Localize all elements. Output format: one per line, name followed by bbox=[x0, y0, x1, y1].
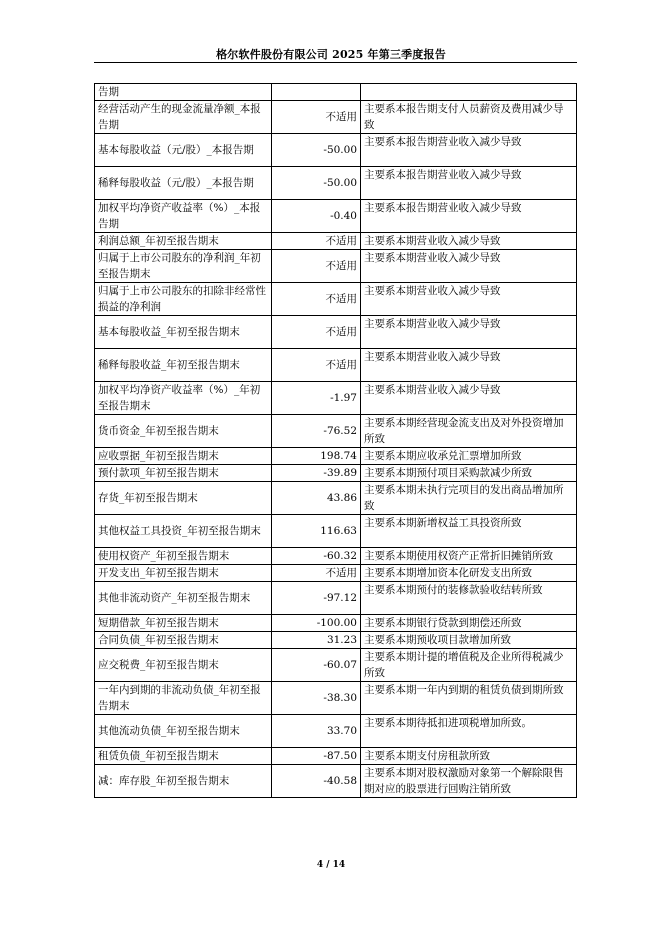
row-change-ratio: -100.00 bbox=[272, 615, 361, 632]
table-row bbox=[95, 349, 577, 382]
row-change-reason: 主要系本期预付的装修款验收结转所致 bbox=[361, 582, 577, 615]
row-change-reason: 主要系本报告期营业收入减少导致 bbox=[361, 134, 577, 167]
row-change-reason: 主要系本期营业收入减少导致 bbox=[361, 349, 577, 382]
row-item-name: 利润总额_年初至报告期末 bbox=[95, 233, 272, 250]
table-row bbox=[95, 465, 577, 482]
row-item-name: 货币资金_年初至报告期末 bbox=[95, 415, 272, 448]
row-change-ratio: 31.23 bbox=[272, 632, 361, 649]
table-row bbox=[95, 448, 577, 465]
row-change-ratio: -97.12 bbox=[272, 582, 361, 615]
row-item-name: 归属于上市公司股东的扣除非经常性损益的净利润 bbox=[95, 283, 272, 316]
row-change-ratio: -39.89 bbox=[272, 465, 361, 482]
row-change-reason: 主要系本期使用权资产正常折旧摊销所致 bbox=[361, 548, 577, 565]
table-row bbox=[95, 250, 577, 283]
table-row bbox=[95, 682, 577, 715]
table-row bbox=[95, 515, 577, 548]
row-change-ratio: -76.52 bbox=[272, 415, 361, 448]
header-divider bbox=[94, 62, 577, 63]
row-change-ratio: -50.00 bbox=[272, 134, 361, 167]
row-change-reason: 主要系本期营业收入减少导致 bbox=[361, 382, 577, 415]
table-row bbox=[95, 84, 577, 101]
row-change-reason: 主要系本报告期营业收入减少导致 bbox=[361, 200, 577, 233]
row-change-ratio: -38.30 bbox=[272, 682, 361, 715]
table-row bbox=[95, 167, 577, 200]
row-item-name: 告期 bbox=[95, 84, 272, 101]
row-change-ratio: -1.97 bbox=[272, 382, 361, 415]
row-change-ratio: 不适用 bbox=[272, 250, 361, 283]
row-change-ratio: 198.74 bbox=[272, 448, 361, 465]
row-item-name: 其他权益工具投资_年初至报告期末 bbox=[95, 515, 272, 548]
row-change-ratio: 不适用 bbox=[272, 316, 361, 349]
row-change-ratio: -87.50 bbox=[272, 748, 361, 765]
table-row bbox=[95, 233, 577, 250]
row-change-reason: 主要系本报告期支付人员薪资及费用减少导致 bbox=[361, 101, 577, 134]
table-row bbox=[95, 649, 577, 682]
row-change-ratio: -50.00 bbox=[272, 167, 361, 200]
page-number: 4 / 14 bbox=[316, 860, 346, 870]
row-change-reason: 主要系本期增加资本化研发支出所致 bbox=[361, 565, 577, 582]
report-header-title: 格尔软件股份有限公司 2025 年第三季度报告 bbox=[216, 48, 446, 61]
change-reason-table bbox=[94, 83, 577, 798]
row-change-reason: 主要系本期一年内到期的租赁负债到期所致 bbox=[361, 682, 577, 715]
row-change-ratio: 33.70 bbox=[272, 715, 361, 748]
row-item-name: 租赁负债_年初至报告期末 bbox=[95, 748, 272, 765]
row-item-name: 存货_年初至报告期末 bbox=[95, 482, 272, 515]
row-change-reason: 主要系本期未执行完项目的发出商品增加所致 bbox=[361, 482, 577, 515]
row-item-name: 稀释每股收益（元/股）_本报告期 bbox=[95, 167, 272, 200]
row-change-reason: 主要系本期营业收入减少导致 bbox=[361, 316, 577, 349]
row-change-reason bbox=[361, 84, 577, 101]
table-row bbox=[95, 382, 577, 415]
table-row bbox=[95, 134, 577, 167]
row-item-name: 其他流动负债_年初至报告期末 bbox=[95, 715, 272, 748]
table-body bbox=[95, 84, 577, 798]
table-row bbox=[95, 632, 577, 649]
row-change-ratio bbox=[272, 84, 361, 101]
row-change-ratio: -40.58 bbox=[272, 765, 361, 798]
row-change-ratio: 43.86 bbox=[272, 482, 361, 515]
row-item-name: 使用权资产_年初至报告期末 bbox=[95, 548, 272, 565]
row-change-reason: 主要系本期新增权益工具投资所致 bbox=[361, 515, 577, 548]
row-change-reason: 主要系本期营业收入减少导致 bbox=[361, 283, 577, 316]
row-item-name: 预付款项_年初至报告期末 bbox=[95, 465, 272, 482]
row-item-name: 其他非流动资产_年初至报告期末 bbox=[95, 582, 272, 615]
row-item-name: 应收票据_年初至报告期末 bbox=[95, 448, 272, 465]
table-row bbox=[95, 615, 577, 632]
row-change-reason: 主要系本期支付房租款所致 bbox=[361, 748, 577, 765]
row-change-reason: 主要系本期经营现金流支出及对外投资增加所致 bbox=[361, 415, 577, 448]
row-change-ratio: -0.40 bbox=[272, 200, 361, 233]
table-row bbox=[95, 200, 577, 233]
row-item-name: 合同负债_年初至报告期末 bbox=[95, 632, 272, 649]
table-row bbox=[95, 748, 577, 765]
row-item-name: 稀释每股收益_年初至报告期末 bbox=[95, 349, 272, 382]
row-item-name: 一年内到期的非流动负债_年初至报告期末 bbox=[95, 682, 272, 715]
table-row bbox=[95, 283, 577, 316]
row-change-reason: 主要系本报告期营业收入减少导致 bbox=[361, 167, 577, 200]
row-item-name: 开发支出_年初至报告期末 bbox=[95, 565, 272, 582]
row-change-reason: 主要系本期银行贷款到期偿还所致 bbox=[361, 615, 577, 632]
table-row bbox=[95, 101, 577, 134]
table-row bbox=[95, 316, 577, 349]
row-item-name: 基本每股收益_年初至报告期末 bbox=[95, 316, 272, 349]
row-change-reason: 主要系本期预收项目款增加所致 bbox=[361, 632, 577, 649]
row-change-ratio: 不适用 bbox=[272, 101, 361, 134]
table-row bbox=[95, 715, 577, 748]
row-item-name: 短期借款_年初至报告期末 bbox=[95, 615, 272, 632]
row-change-reason: 主要系本期应收承兑汇票增加所致 bbox=[361, 448, 577, 465]
row-change-ratio: 不适用 bbox=[272, 349, 361, 382]
row-change-reason: 主要系本期计提的增值税及企业所得税减少所致 bbox=[361, 649, 577, 682]
row-change-reason: 主要系本期对股权激励对象第一个解除限售期对应的股票进行回购注销所致 bbox=[361, 765, 577, 798]
row-change-ratio: -60.32 bbox=[272, 548, 361, 565]
row-item-name: 减：库存股_年初至报告期末 bbox=[95, 765, 272, 798]
row-change-reason: 主要系本期营业收入减少导致 bbox=[361, 250, 577, 283]
row-item-name: 加权平均净资产收益率（%）_本报告期 bbox=[95, 200, 272, 233]
row-change-ratio: 不适用 bbox=[272, 233, 361, 250]
table-row bbox=[95, 582, 577, 615]
row-change-reason: 主要系本期预付项目采购款减少所致 bbox=[361, 465, 577, 482]
table-row bbox=[95, 765, 577, 798]
table-row bbox=[95, 482, 577, 515]
row-change-reason: 主要系本期待抵扣进项税增加所致。 bbox=[361, 715, 577, 748]
row-item-name: 基本每股收益（元/股）_本报告期 bbox=[95, 134, 272, 167]
row-item-name: 加权平均净资产收益率（%）_年初至报告期末 bbox=[95, 382, 272, 415]
table-row bbox=[95, 548, 577, 565]
row-item-name: 应交税费_年初至报告期末 bbox=[95, 649, 272, 682]
table-row bbox=[95, 415, 577, 448]
row-change-ratio: 116.63 bbox=[272, 515, 361, 548]
table-row bbox=[95, 565, 577, 582]
row-change-reason: 主要系本期营业收入减少导致 bbox=[361, 233, 577, 250]
row-item-name: 经营活动产生的现金流量净额_本报告期 bbox=[95, 101, 272, 134]
row-change-ratio: 不适用 bbox=[272, 565, 361, 582]
row-item-name: 归属于上市公司股东的净利润_年初至报告期末 bbox=[95, 250, 272, 283]
row-change-ratio: -60.07 bbox=[272, 649, 361, 682]
row-change-ratio: 不适用 bbox=[272, 283, 361, 316]
